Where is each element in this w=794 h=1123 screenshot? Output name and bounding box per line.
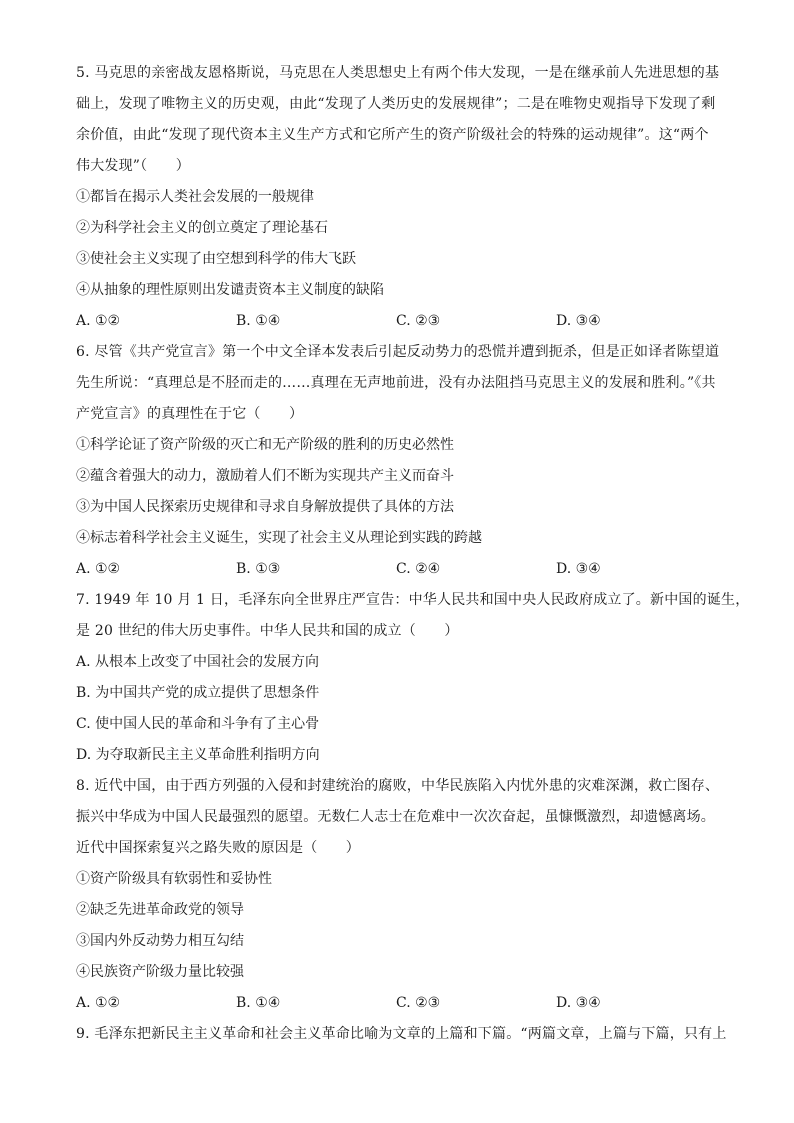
answer-options [76,306,716,337]
option-d: D. ③④ [556,313,601,329]
statement-item: ②为科学社会主义的创立奠定了理论基石 [76,220,328,236]
answer-options [76,988,716,1019]
question-7 [76,585,750,771]
option-a: A. ①② [76,561,121,577]
option-b: B. 为中国共产党的成立提供了思想条件 [76,685,320,701]
question-9 [76,1019,727,1050]
option-b: B. ①④ [236,313,281,329]
option-a: A. ①② [76,313,121,329]
question-6 [76,337,720,585]
question-stem-line: 6. 尽管《共产党宣言》第一个中文全译本发表后引起反动势力的恐慌并遭到扼杀，但是正如译者陈望道 [76,344,720,360]
question-stem-line: 振兴中华成为中国人民最强烈的愿望。无数仁人志士在危难中一次次奋起，虽慷慨激烈，却遗憾离场。 [76,809,715,825]
question-list [76,58,750,1050]
statement-item: ④民族资产阶级力量比较强 [76,964,244,980]
question-stem-line: 9. 毛泽东把新民主主义革命和社会主义革命比喻为文章的上篇和下篇。“两篇文章，上篇与下篇，只有上 [76,1026,727,1042]
question-stem-line: 近代中国探索复兴之路失败的原因是（ ） [76,840,360,856]
statement-item: ②蕴含着强大的动力，激励着人们不断为实现共产主义而奋斗 [76,468,454,484]
question-stem-line: 伟大发现”（ ） [76,158,190,174]
option-d: D. ③④ [556,561,601,577]
option-d: D. 为夺取新民主主义革命胜利指明方向 [76,747,320,763]
question-stem-line: 7. 1949 年 10 月 1 日，毛泽东向全世界庄严宣告：中华人民共和国中央人民政府成立了。新中国的诞生， [76,592,750,608]
option-c: C. 使中国人民的革命和斗争有了主心骨 [76,716,320,732]
question-stem-line: 先生所说：“真理总是不胫而走的……真理在无声地前进，没有办法阻挡马克思主义的发展和胜利。”《共 [76,375,716,391]
question-stem-line: 础上，发现了唯物主义的历史观，由此“发现了人类历史的发展规律”；二是在唯物史观指导下发现了剩 [76,96,716,112]
statement-item: ④从抽象的理性原则出发谴责资本主义制度的缺陷 [76,282,384,298]
question-stem-line: 余价值，由此“发现了现代资本主义生产方式和它所产生的资产阶级社会的特殊的运动规律”。这“两个 [76,127,709,143]
option-d: D. ③④ [556,995,601,1011]
question-stem-line: 8. 近代中国，由于西方列强的入侵和封建统治的腐败，中华民族陷入内忧外患的灾难深渊，救亡图存、 [76,778,720,794]
statement-item: ①都旨在揭示人类社会发展的一般规律 [76,189,314,205]
option-c: C. ②③ [396,995,441,1011]
question-stem-line: 是 20 世纪的伟大历史事件。中华人民共和国的成立（ ） [76,623,459,639]
statement-item: ④标志着科学社会主义诞生，实现了社会主义从理论到实践的跨越 [76,530,482,546]
statement-item: ③国内外反动势力相互勾结 [76,933,244,949]
statement-item: ③使社会主义实现了由空想到科学的伟大飞跃 [76,251,356,267]
option-a: A. 从根本上改变了中国社会的发展方向 [76,654,320,670]
statement-item: ②缺乏先进革命政党的领导 [76,902,244,918]
option-c: C. ②④ [396,561,441,577]
statement-item: ①资产阶级具有软弱性和妥协性 [76,871,272,887]
option-b: B. ①④ [236,995,281,1011]
question-stem-line: 产党宣言》的真理性在于它（ ） [76,406,304,422]
answer-options [76,554,716,585]
option-a: A. ①② [76,995,121,1011]
question-stem-line: 5. 马克思的亲密战友恩格斯说，马克思在人类思想史上有两个伟大发现，一是在继承前人先进思想的基 [76,65,720,81]
question-8 [76,771,720,1019]
question-5 [76,58,720,337]
statement-item: ①科学论证了资产阶级的灭亡和无产阶级的胜利的历史必然性 [76,437,454,453]
option-b: B. ①③ [236,561,281,577]
option-c: C. ②③ [396,313,441,329]
statement-item: ③为中国人民探索历史规律和寻求自身解放提供了具体的方法 [76,499,454,515]
